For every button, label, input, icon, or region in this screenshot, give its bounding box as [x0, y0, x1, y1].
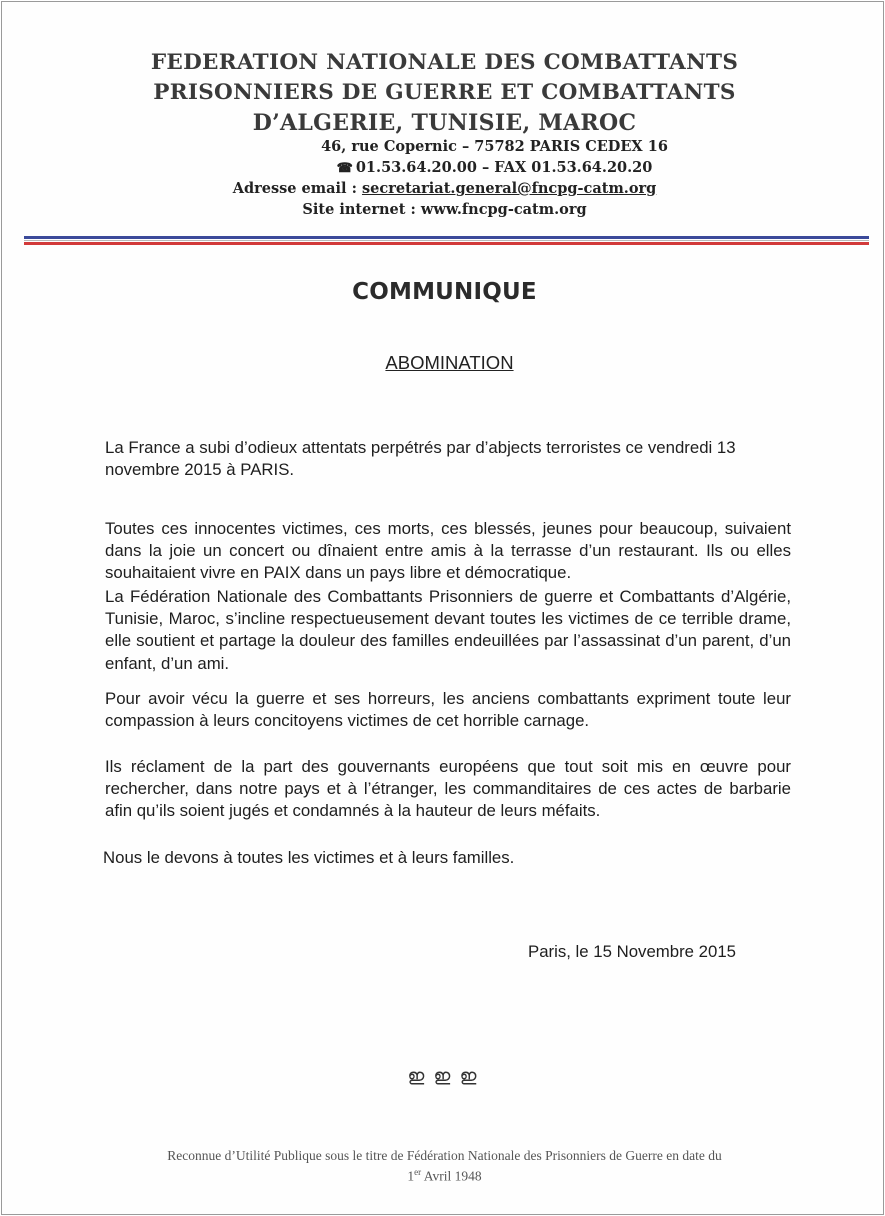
document-page	[1, 1, 884, 1215]
footer-date-day: 1	[407, 1168, 415, 1184]
tricolor-rule-blue	[24, 236, 869, 239]
phone-fax-line	[52, 159, 885, 176]
telephone-icon: ☎	[336, 161, 353, 176]
email-line	[2, 180, 885, 197]
subject-text: ABOMINATION	[385, 352, 514, 373]
document-subject	[2, 352, 885, 374]
footer-date-rest: Avril 1948	[421, 1168, 482, 1184]
footer-note	[82, 1147, 807, 1185]
tricolor-rule-white	[24, 240, 869, 241]
website-link[interactable]: www.fncpg-catm.org	[420, 201, 587, 218]
website-label: Site internet :	[302, 201, 416, 218]
footer-line-1: Reconnue d’Utilité Publique sous le titre de Fédération Nationale des Prisonniers de Guerre en date du	[167, 1148, 722, 1163]
decorative-ornament: ഇ ഇ ഇ	[407, 1066, 479, 1086]
phone-fax-text: 01.53.64.20.00 – FAX 01.53.64.20.20	[355, 159, 653, 176]
paragraph-1: La France a subi d’odieux attentats perpétrés par d’abjects terroristes ce vendredi 13 novembre 2015 à PARIS.	[105, 438, 736, 480]
email-link[interactable]: secretariat.general@fncpg-catm.org	[361, 180, 657, 197]
paragraph-4: Pour avoir vécu la guerre et ses horreurs, les anciens combattants expriment toute leur compassion à leurs concitoyens victimes de cet horrible carnage.	[105, 689, 791, 731]
footer-date-suffix: er	[414, 1167, 422, 1177]
paragraph-5: Ils réclament de la part des gouvernants européens que tout soit mis en œuvre pour rechercher, dans notre pays et à l’étranger, les commanditaires de ces actes de barbarie afin qu’ils soient jugés et condamnés à la hauteur de leurs méfaits.	[105, 757, 791, 821]
email-label: Adresse email :	[232, 180, 357, 197]
paragraph-2: Toutes ces innocentes victimes, ces morts, ces blessés, jeunes pour beaucoup, suivaient dans la joie un concert ou dînaient entre amis à la terrasse d’un restaurant. Ils ou elles souhaitaient vivre en PAIX dans un pays libre et démocratique.	[105, 519, 791, 583]
website-line	[2, 201, 885, 218]
footer-line-2	[82, 1164, 807, 1185]
paragraph-3: La Fédération Nationale des Combattants Prisonniers de guerre et Combattants d’Algérie, Tunisie, Maroc, s’incline respectueusement devant toutes les victimes de ce terrible drame, elle soutient et partage la douleur des familles endeuillées par l’assassinat d’un parent, d’un enfant, d’un ami.	[105, 587, 791, 673]
postal-address: 46, rue Copernic – 75782 PARIS CEDEX 16	[321, 138, 668, 155]
place-date-signoff: Paris, le 15 Novembre 2015	[528, 942, 737, 961]
document-title: COMMUNIQUE	[352, 279, 537, 305]
org-name-line-3: D’ALGERIE, TUNISIE, MAROC	[252, 110, 637, 136]
tricolor-rule-red	[24, 242, 869, 245]
org-name-line-1: FEDERATION NATIONALE DES COMBATTANTS	[150, 50, 739, 75]
paragraph-6: Nous le devons à toutes les victimes et à leurs familles.	[103, 848, 515, 867]
org-name-line-2: PRISONNIERS DE GUERRE ET COMBATTANTS	[153, 80, 736, 105]
